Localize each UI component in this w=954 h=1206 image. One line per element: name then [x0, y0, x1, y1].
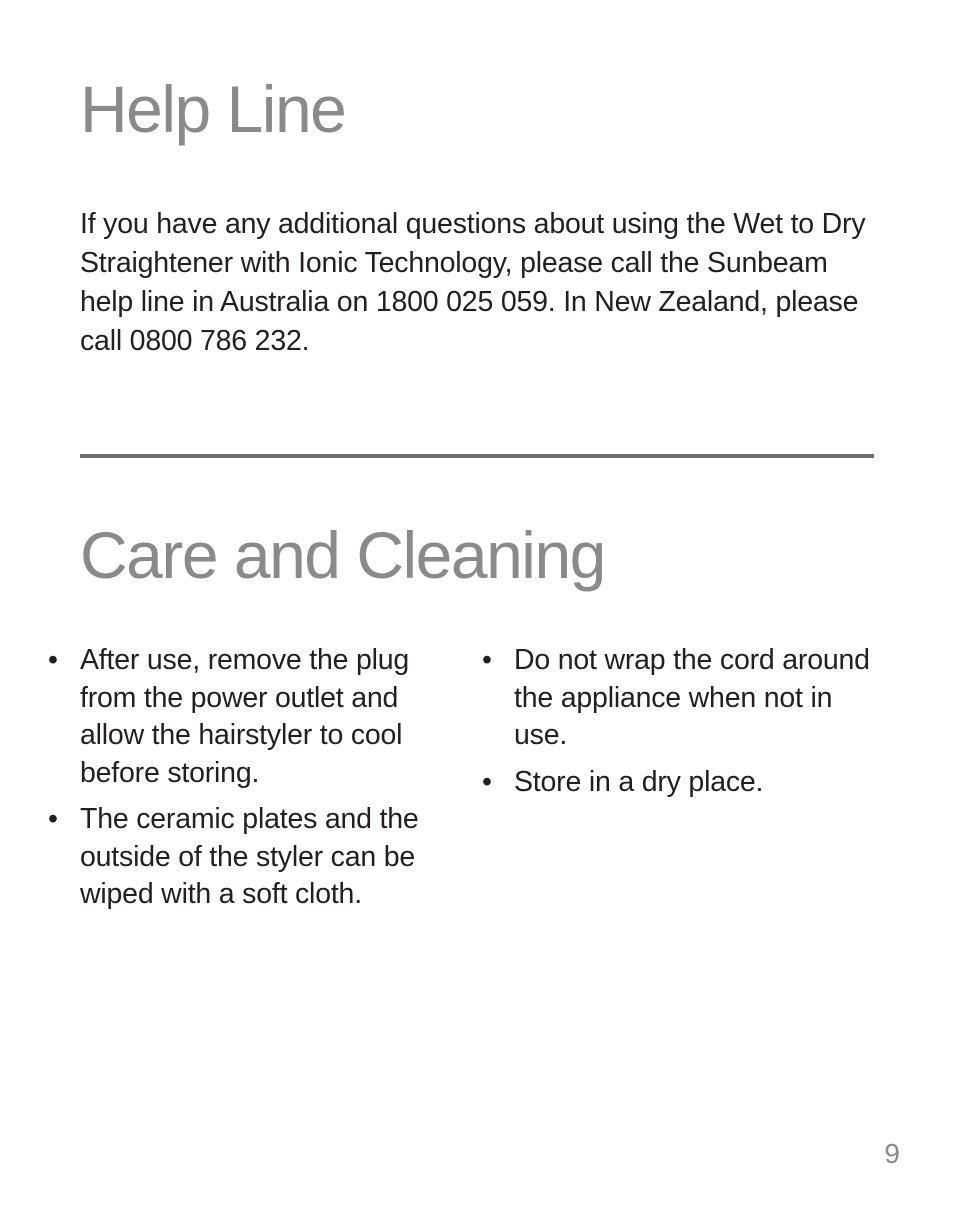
- page-number: 9: [884, 1138, 900, 1169]
- list-item: • Store in a dry place.: [482, 764, 882, 802]
- care-list-right: [482, 642, 882, 810]
- list-item: • Do not wrap the cord around the appliance when not in use.: [482, 642, 882, 755]
- list-item: • The ceramic plates and the outside of the styler can be wiped with a soft cloth.: [48, 801, 448, 914]
- care-and-cleaning-heading: Care and Cleaning: [80, 518, 605, 592]
- help-line-text: If you have any additional questions about using the Wet to Dry Straightener with Ionic Technology, please call the Sunbeam help line in Australia on 1800 025 059. In New Zealand, please call 0800 786 232.: [80, 208, 866, 357]
- list-item: • After use, remove the plug from the power outlet and allow the hairstyler to cool before storing.: [48, 642, 448, 792]
- section-divider: [80, 454, 874, 458]
- care-list-left: [48, 642, 448, 923]
- help-line-heading: Help Line: [80, 72, 346, 146]
